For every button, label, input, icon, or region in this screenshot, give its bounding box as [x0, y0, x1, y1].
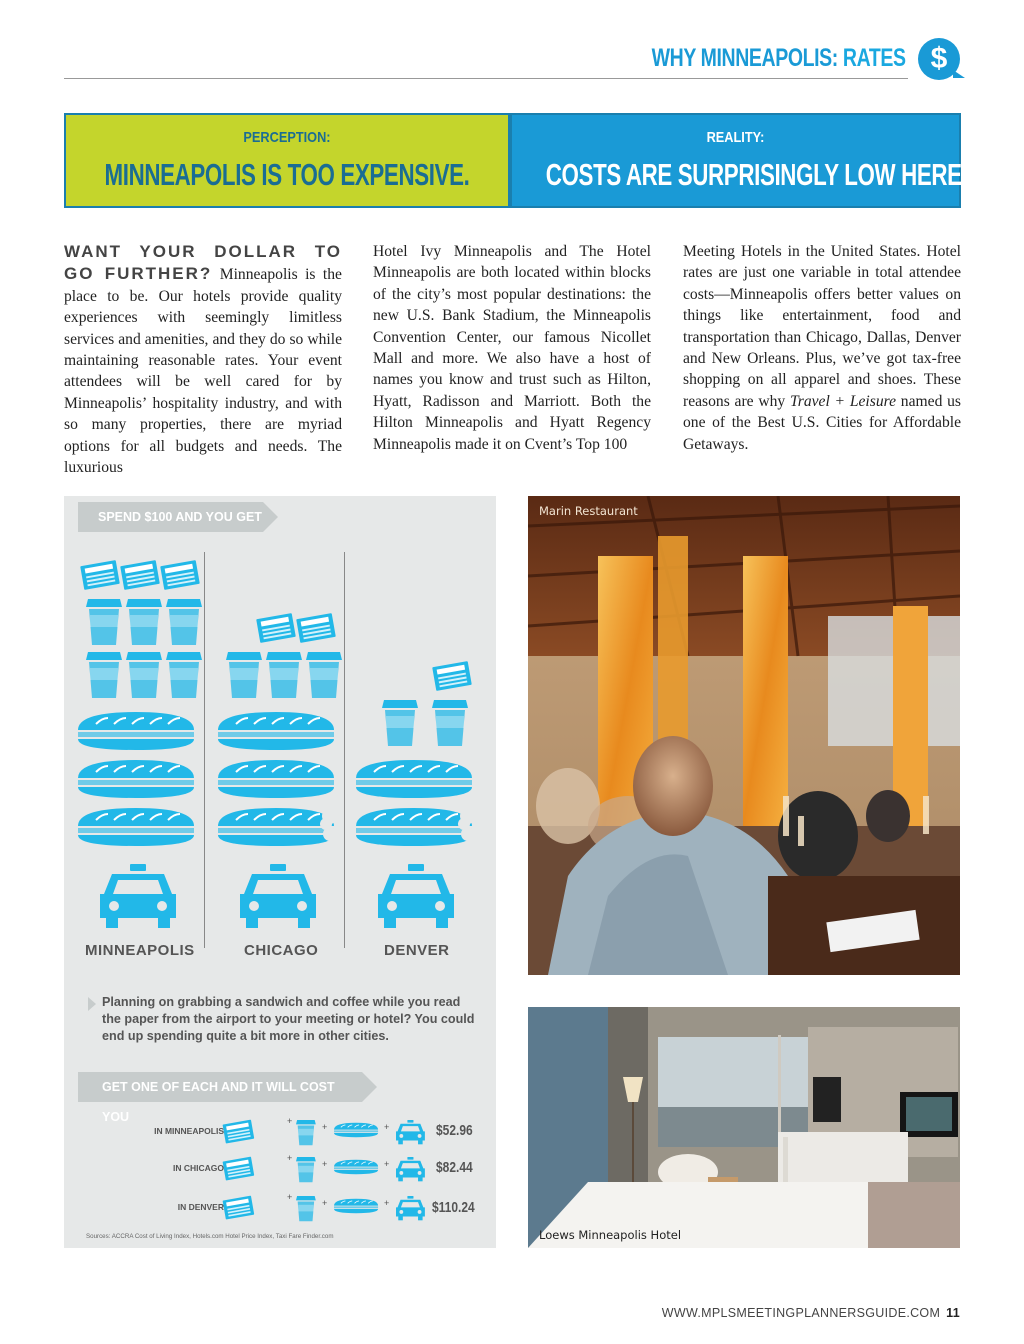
reality-box	[510, 113, 968, 208]
article-col2-text: Hotel Ivy Minneapolis and The Hotel Minneapolis are both located within blocks of the city’s most popular destinations: the new U.S. Bank Stadium, the Minneapolis Convention Center, our famous Nicollet Mall and more. We also have a host of names you know and trust such as Hilton, Hyatt, Radisson and Marriott. Both the Hilton Minneapolis and Hyatt Regency Minneapolis made it on Cvent’s Top 100	[373, 243, 651, 453]
sandwich-icon	[334, 1160, 378, 1174]
coffee-cup-icon	[382, 700, 418, 746]
cost-banner: GET ONE OF EACH AND IT WILL COST YOU	[78, 1072, 362, 1102]
coffee-cup-icon	[296, 1157, 316, 1182]
sandwich-icon	[334, 1123, 378, 1137]
cost-price-minneapolis: $52.96	[436, 1122, 473, 1139]
header-divider	[64, 78, 908, 79]
section-title	[652, 44, 906, 73]
taxi-icon	[396, 1120, 425, 1144]
cost-infographic	[64, 496, 496, 1248]
plus-sign: +	[322, 1122, 328, 1132]
sandwich-icon	[218, 760, 334, 798]
reality-headline: COSTS ARE SURPRISINGLY LOW HERE.	[545, 157, 968, 192]
coffee-cup-icon	[86, 599, 122, 645]
sandwich-icon	[334, 1199, 378, 1213]
taxi-icon	[240, 864, 316, 928]
article-column-3	[683, 241, 961, 455]
plus-sign: +	[287, 1153, 293, 1163]
city-label-denver: DENVER	[384, 942, 450, 959]
city-label-minneapolis: MINNEAPOLIS	[85, 942, 195, 959]
plus-sign: +	[287, 1116, 293, 1126]
restaurant-photo	[528, 496, 960, 975]
cost-label-denver: IN DENVER	[177, 1202, 224, 1212]
footer-url: WWW.MPLSMEETINGPLANNERSGUIDE.COM	[661, 1306, 941, 1320]
coffee-cup-icon	[296, 1196, 316, 1221]
hotel-room-photo-caption: Loews Minneapolis Hotel	[539, 1228, 682, 1242]
perception-kicker: PERCEPTION:	[243, 129, 331, 146]
article-col3-text-a: Meeting Hotels in the United States. Hotel rates are just one variable in total attendee costs—Minneapolis offers better values on things like entertainment, food and transportation than Chicago, Dallas, Denver and New Orleans. Plus, we’ve got tax-free shopping on all apparel and shoes. These reasons are why	[683, 243, 961, 410]
coffee-cup-icon	[226, 652, 262, 698]
newspaper-icon	[432, 661, 472, 691]
article-col3-text-b: named us one of the Best U.S. Cities for Affordable Getaways.	[683, 392, 961, 453]
plus-sign: +	[322, 1198, 328, 1208]
article-column-1	[64, 241, 342, 478]
cost-price-denver: $110.24	[432, 1199, 475, 1216]
article-column-2	[373, 241, 651, 455]
coffee-cup-icon	[86, 652, 122, 698]
restaurant-photo-caption: Marin Restaurant	[539, 504, 638, 518]
cost-label-minneapolis: IN MINNEAPOLIS	[154, 1126, 224, 1136]
plus-sign: +	[384, 1159, 390, 1169]
hotel-room-photo	[528, 1007, 960, 1248]
coffee-cup-icon	[306, 652, 342, 698]
newspaper-icon	[223, 1120, 255, 1144]
article-col1-text: Minneapolis is the place to be. Our hotels provide quality experiences with seemingly limitless services and amenities, and they do so while maintaining reasonable rates. Your event attendees will be well cared for by Minneapolis’ hospitality industry, and with so many properties, there are myriad options for all budgets and needs. The luxurious	[64, 266, 342, 477]
infographic-sources: Sources: ACCRA Cost of Living Index, Hotels.com Hotel Price Index, Taxi Fare Finder.com	[86, 1233, 334, 1240]
coffee-cup-icon	[166, 599, 202, 645]
plus-sign: +	[384, 1198, 390, 1208]
article-lead: WANT YOUR DOLLAR TO GO FURTHER?	[64, 242, 342, 284]
coffee-cup-icon	[296, 1120, 316, 1145]
newspaper-icon	[296, 613, 336, 643]
publication-name: Travel + Leisure	[789, 392, 897, 410]
spend-banner: SPEND $100 AND YOU GET	[78, 502, 263, 532]
sandwich-icon	[78, 808, 194, 846]
reality-kicker: REALITY:	[706, 129, 765, 146]
sandwich-icon	[78, 712, 194, 750]
sandwich-icon	[218, 712, 334, 750]
taxi-icon	[378, 864, 454, 928]
page-footer	[662, 1306, 960, 1320]
taxi-icon	[396, 1157, 425, 1181]
coffee-cup-icon	[126, 652, 162, 698]
taxi-icon	[100, 864, 176, 928]
page-number: 11	[946, 1306, 960, 1320]
newspaper-icon	[223, 1157, 255, 1181]
sandwich-icon	[78, 760, 194, 798]
plus-sign: +	[287, 1192, 293, 1202]
perception-box	[64, 113, 510, 208]
partial-sandwich-icon	[218, 808, 338, 846]
section-title-main: WHY MINNEAPOLIS:	[652, 44, 839, 72]
plus-sign: +	[384, 1122, 390, 1132]
newspaper-icon	[256, 613, 296, 643]
section-title-topic: RATES	[843, 44, 906, 72]
perception-headline: MINNEAPOLIS IS TOO EXPENSIVE.	[104, 157, 470, 192]
taxi-icon	[396, 1196, 425, 1220]
plus-sign: +	[322, 1159, 328, 1169]
infographic-caption: Planning on grabbing a sandwich and coffee while you read the paper from the airport to your meeting or hotel? You could end up spending quite a bit more in other cities.	[102, 994, 482, 1045]
coffee-cup-icon	[126, 599, 162, 645]
sandwich-icon	[356, 760, 472, 798]
cost-label-chicago: IN CHICAGO	[173, 1163, 224, 1173]
coffee-cup-icon	[166, 652, 202, 698]
newspaper-icon	[120, 560, 160, 590]
newspaper-icon	[223, 1196, 255, 1220]
newspaper-icon	[160, 560, 200, 590]
coffee-cup-icon	[432, 700, 468, 746]
cost-price-chicago: $82.44	[436, 1159, 473, 1176]
dollar-icon: $	[918, 38, 960, 80]
partial-sandwich-icon	[356, 808, 476, 846]
city-label-chicago: CHICAGO	[244, 942, 319, 959]
coffee-cup-icon	[266, 652, 302, 698]
newspaper-icon	[80, 560, 120, 590]
